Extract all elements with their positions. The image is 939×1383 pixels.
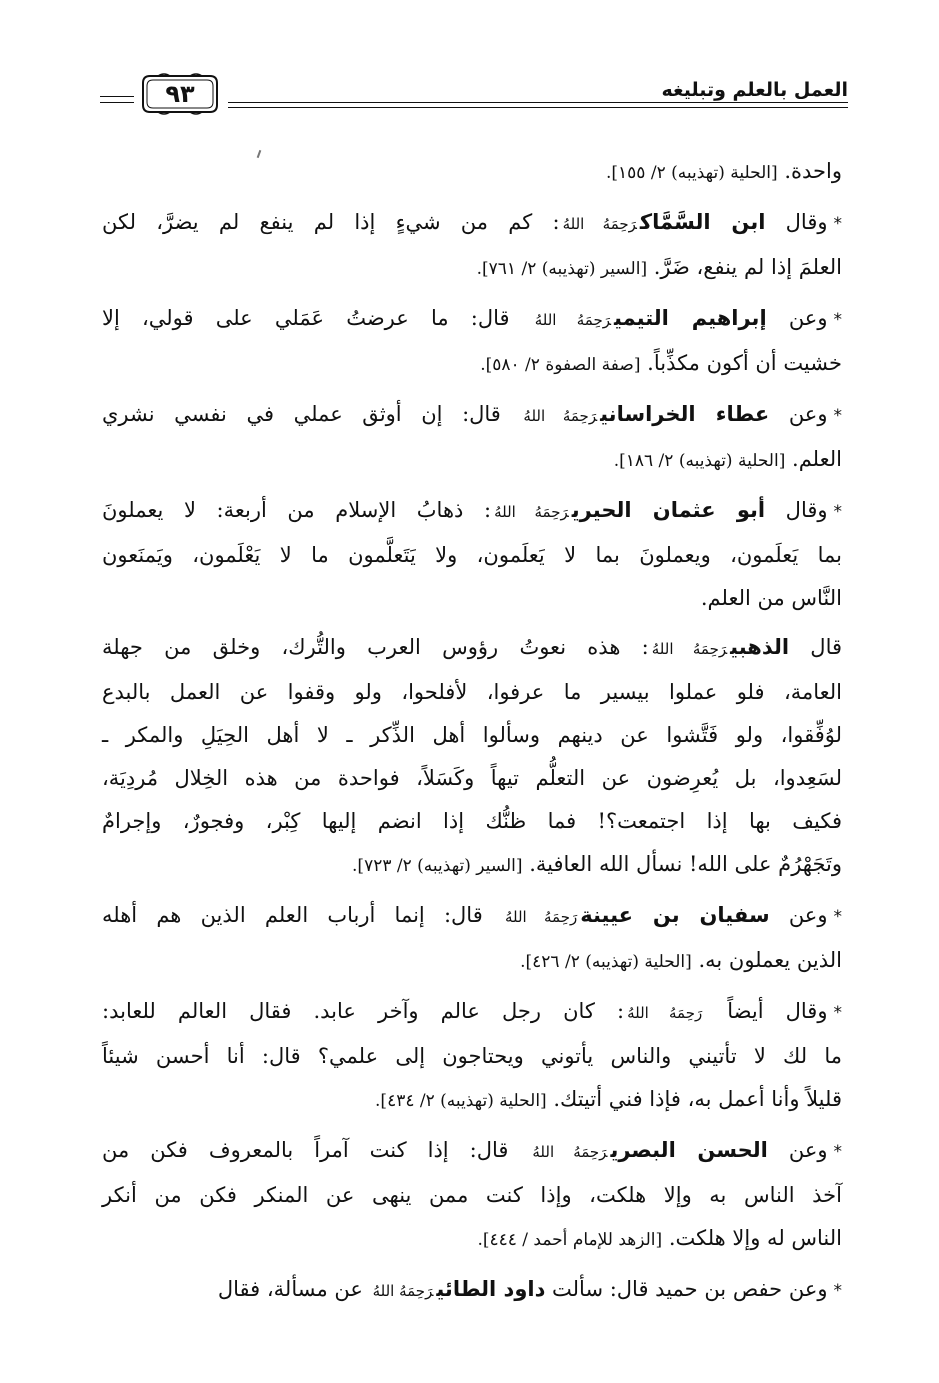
- person-name: الذهبي: [730, 635, 790, 659]
- paragraph: [102, 626, 842, 888]
- text-run: لسَعِدوا، بل يُعرِضون عن التعلُّم تيهاً وكَسَلاً، فواحدة من هذه الخِلال مُردِيَة،: [102, 766, 842, 790]
- text-line: [102, 843, 842, 888]
- text-run: قال: ما عرضتُ عَمَلي على قولي، إلا: [102, 306, 532, 330]
- person-name: داود الطائي: [436, 1277, 546, 1301]
- text-run: بما يَعلَمون، ويعملونَ بما لا يَعلَمون، ولا يَتَعلَّمون ما لا يَعْلَمون، ويَمنَعون: [102, 543, 842, 567]
- text-line: [102, 800, 842, 843]
- running-title: العمل بالعلم وتبليغه: [661, 79, 848, 101]
- citation: [صفة الصفوة ٢/ ٥٨٠].: [480, 355, 641, 375]
- text-run: وتَجَهْرُمٌ على الله! نسأل الله العافية.: [522, 852, 842, 876]
- text-run: قال: إذا كنت آمراً بالمعروف فكن من: [102, 1138, 530, 1162]
- text-run: واحدة.: [777, 159, 842, 183]
- text-line: [102, 671, 842, 714]
- header-rule: [228, 107, 848, 108]
- text-run: وقال: [765, 498, 828, 522]
- text-run: قال: إن أوثق عملي في نفسي نشري: [102, 402, 521, 426]
- text-line: [102, 714, 842, 757]
- citation: [الحلية (تهذيبه) ٢/ ١٥٥].: [606, 163, 778, 183]
- text-run: العلم.: [785, 447, 842, 471]
- bullet-star: *: [833, 310, 842, 330]
- text-line: [102, 534, 842, 577]
- honorific-glyph: رَحِمَهُ اللهُ: [523, 407, 598, 425]
- text-run: العامة، فلو عملوا بيسير ما عرفوا، لأفلحوا، ولو وقفوا عن العمل بالبدع: [102, 680, 842, 704]
- paragraph: [102, 1129, 842, 1262]
- paragraph: [102, 1268, 842, 1313]
- text-line: [102, 201, 842, 246]
- text-line: [102, 1268, 842, 1313]
- text-run: وقال أيضاً: [705, 999, 828, 1023]
- paragraph: [102, 489, 842, 620]
- text-run: قال: إنما أرباب العلم الذين هم أهله: [102, 903, 502, 927]
- paragraph: [102, 297, 842, 387]
- text-line: [102, 757, 842, 800]
- text-line: [102, 990, 842, 1035]
- honorific-glyph: رَحِمَهُ اللهُ: [372, 1282, 434, 1300]
- text-line: [102, 1078, 842, 1123]
- text-run: وعن: [766, 306, 828, 330]
- paragraph: [102, 894, 842, 984]
- text-line: [102, 438, 842, 483]
- person-name: سفيان بن عيينة: [580, 903, 770, 927]
- text-run: العلمَ إذا لم ينفع، ضَرَّ.: [647, 255, 842, 279]
- text-run: وعن: [767, 1138, 828, 1162]
- person-name: أبو عثمان الحيري: [571, 498, 766, 522]
- header-rule-left: [100, 102, 134, 103]
- honorific-glyph: رَحِمَهُ اللهُ: [494, 503, 569, 521]
- citation: [الحلية (تهذيبه) ٢/ ٤٣٤].: [375, 1091, 547, 1111]
- honorific-glyph: رَحِمَهُ اللهُ: [651, 640, 728, 658]
- person-name: الحسن البصري: [610, 1138, 768, 1162]
- text-line: [102, 1035, 842, 1078]
- citation: [الحلية (تهذيبه) ٢/ ٤٢٦].: [520, 952, 692, 972]
- honorific-glyph: رَحِمَهُ اللهُ: [562, 215, 637, 233]
- honorific-glyph: رَحِمَهُ اللهُ: [532, 1143, 608, 1161]
- honorific-glyph: رَحِمَهُ اللهُ: [534, 311, 611, 329]
- citation: [السير (تهذيبه) ٢/ ٧٦١].: [476, 259, 648, 279]
- page-number-badge: [140, 72, 220, 116]
- text-line: [102, 150, 842, 195]
- text-run: الذين يعملون به.: [691, 948, 842, 972]
- honorific-glyph: رَحِمَهُ اللهُ: [504, 908, 578, 926]
- text-line: [102, 626, 842, 671]
- text-line: [102, 1217, 842, 1262]
- page-body: [102, 150, 842, 1319]
- page-number: ٩٣: [165, 80, 195, 108]
- bullet-star: *: [833, 1003, 842, 1023]
- text-run: لوُفِّقوا، ولو فَتَّشوا عن دينهم وسألوا أهل الذِّكر ـ لا أهل الحِيَلِ والمكر ـ: [102, 723, 842, 747]
- person-name: إبراهيم التيمي: [614, 306, 767, 330]
- honorific-glyph: رَحِمَهُ اللهُ: [627, 1004, 703, 1022]
- text-run: فكيف بها إذا اجتمعت؟! فما ظنُّك إذا انضم إليها كِبْر، وفجورٌ، وإجرامٌ: [102, 809, 843, 833]
- text-run: عن مسألة، فقال: [217, 1277, 370, 1301]
- text-line: [102, 577, 842, 620]
- header-rule: [228, 102, 848, 103]
- paragraph: [102, 990, 842, 1123]
- text-run: الناس له وإلا هلكت.: [662, 1226, 842, 1250]
- text-run: قليلاً وأنا أعمل به، فإذا فني أتيتك.: [546, 1087, 842, 1111]
- text-run: قال: [789, 635, 843, 659]
- citation: [الزهد للإمام أحمد / ٤٤٤].: [477, 1230, 663, 1250]
- text-line: [102, 342, 842, 387]
- text-run: : كم من شيءٍ إذا لم ينفع لم يضرَّ، لكن: [102, 210, 560, 234]
- text-run: النَّاس من العلم.: [700, 586, 842, 610]
- page-header: [100, 66, 848, 128]
- text-run: آخذ الناس به وإلا هلكت، وإذا كنت ممن ينهى عن المنكر فكن من أنكر: [102, 1183, 842, 1207]
- text-line: [102, 297, 842, 342]
- paragraph: [102, 201, 842, 291]
- text-run: وعن: [769, 903, 828, 927]
- paragraph: [102, 150, 842, 195]
- bullet-star: *: [833, 1281, 842, 1301]
- text-run: وعن حفص بن حميد قال: سألت: [545, 1277, 828, 1301]
- citation: [السير (تهذيبه) ٢/ ٧٢٣].: [352, 856, 523, 876]
- text-line: [102, 489, 842, 534]
- text-run: خشيت أن أكون مكذِّباً.: [640, 351, 842, 375]
- bullet-star: *: [833, 502, 843, 522]
- text-line: [102, 1129, 842, 1174]
- text-run: : كان رجل عالم وآخر عابد. فقال العالم للعابد:: [102, 999, 625, 1023]
- person-name: ابن السَّمَّاك: [639, 210, 766, 234]
- bullet-star: *: [833, 406, 842, 426]
- bullet-star: *: [833, 214, 842, 234]
- text-run: : هذه نعوتُ رؤوس العرب والتُّرك، وخلق من جهلة: [102, 635, 649, 659]
- person-name: عطاء الخراساني: [600, 402, 770, 426]
- text-run: ما لك لا تأتيني والناس يأتوني ويحتاجون إلى علمي؟ قال: أنا أحسن شيئاً: [102, 1044, 842, 1068]
- text-run: وعن: [769, 402, 828, 426]
- text-line: [102, 1174, 842, 1217]
- text-run: وقال: [765, 210, 828, 234]
- header-rule-left: [100, 96, 134, 97]
- paragraph: [102, 393, 842, 483]
- text-run: : ذهابُ الإسلام من أربعة: لا يعملونَ: [102, 498, 492, 522]
- bullet-star: *: [833, 907, 842, 927]
- citation: [الحلية (تهذيبه) ٢/ ١٨٦].: [613, 451, 786, 471]
- text-line: [102, 939, 842, 984]
- text-line: [102, 393, 842, 438]
- text-line: [102, 246, 842, 291]
- text-line: [102, 894, 842, 939]
- bullet-star: *: [833, 1142, 843, 1162]
